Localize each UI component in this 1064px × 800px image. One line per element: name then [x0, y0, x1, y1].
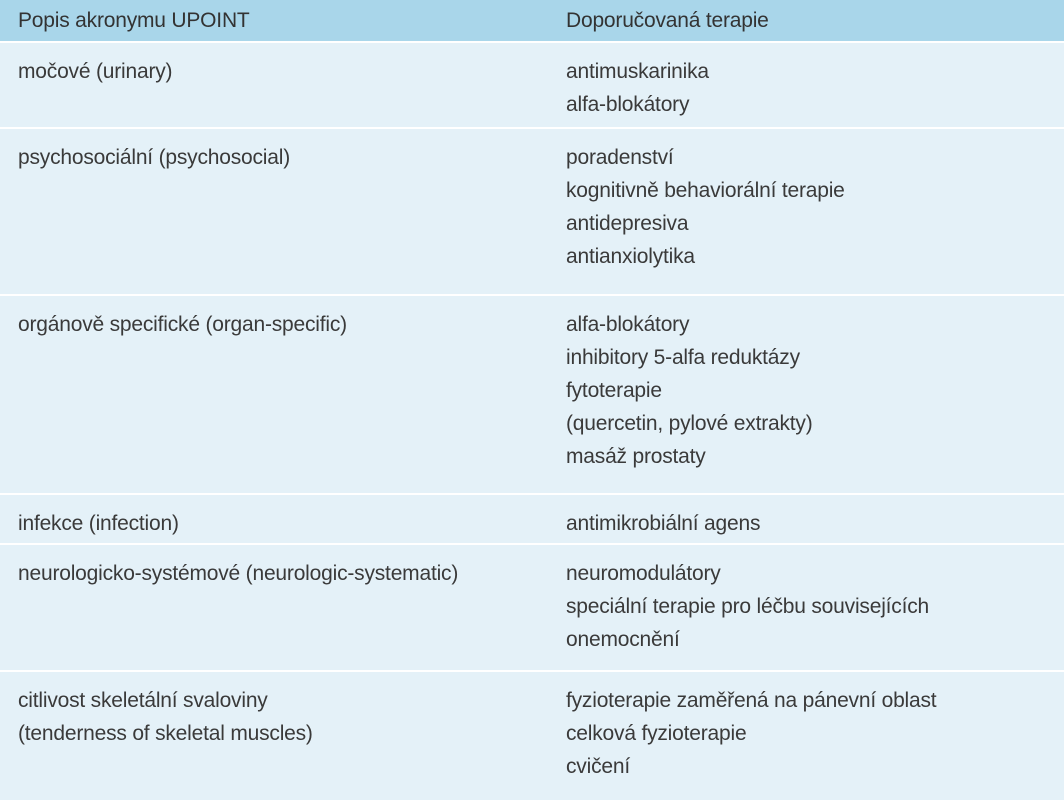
therapy-line: cvičení: [566, 755, 630, 778]
therapy-line: poradenství: [566, 146, 674, 169]
therapy-cell: [566, 141, 1064, 294]
header-description-label: Popis akronymu UPOINT: [18, 8, 250, 32]
therapy-cell: [566, 557, 1064, 670]
therapy-line: alfa-blokátory: [566, 93, 690, 116]
therapy-line: antimuskarinika: [566, 60, 709, 83]
header-therapy-label: Doporučovaná terapie: [566, 8, 769, 32]
table-row: [0, 545, 1064, 672]
therapy-line: neuromodulátory: [566, 562, 721, 585]
header-cell-description: [0, 9, 566, 33]
therapy-line: (quercetin, pylové extrakty): [566, 412, 813, 435]
therapy-line: antimikrobiální agens: [566, 512, 761, 535]
therapy-line: onemocnění: [566, 628, 680, 651]
table-row: [0, 129, 1064, 296]
therapy-cell: [566, 308, 1064, 493]
description-line: orgánově specifické (organ-specific): [18, 313, 347, 336]
description-cell: [0, 557, 566, 670]
therapy-line: speciální terapie pro léčbu souvisejících: [566, 595, 930, 618]
description-cell: [0, 141, 566, 294]
therapy-line: kognitivně behaviorální terapie: [566, 179, 845, 202]
therapy-line: inhibitory 5-alfa reduktázy: [566, 346, 800, 369]
description-line: infekce (infection): [18, 512, 179, 535]
therapy-cell: [566, 55, 1064, 127]
therapy-line: fyzioterapie zaměřená na pánevní oblast: [566, 689, 937, 712]
description-line: neurologicko-systémové (neurologic-systematic): [18, 562, 459, 585]
therapy-line: alfa-blokátory: [566, 313, 690, 336]
description-cell: [0, 55, 566, 127]
therapy-line: celková fyzioterapie: [566, 722, 747, 745]
header-cell-therapy: [566, 9, 1064, 33]
description-line: psychosociální (psychosocial): [18, 146, 290, 169]
table-row: [0, 672, 1064, 800]
description-line: citlivost skeletální svaloviny: [18, 689, 268, 712]
therapy-line: antidepresiva: [566, 212, 689, 235]
therapy-cell: [566, 684, 1064, 800]
table-row: [0, 495, 1064, 545]
therapy-cell: [566, 507, 1064, 543]
description-cell: [0, 507, 566, 543]
therapy-line: masáž prostaty: [566, 445, 706, 468]
table-row: [0, 43, 1064, 129]
therapy-line: fytoterapie: [566, 379, 662, 402]
description-cell: [0, 684, 566, 800]
description-line: (tenderness of skeletal muscles): [18, 722, 313, 745]
table-header-row: [0, 0, 1064, 43]
table-row: [0, 296, 1064, 495]
description-cell: [0, 308, 566, 493]
description-line: močové (urinary): [18, 60, 173, 83]
therapy-line: antianxiolytika: [566, 245, 695, 268]
